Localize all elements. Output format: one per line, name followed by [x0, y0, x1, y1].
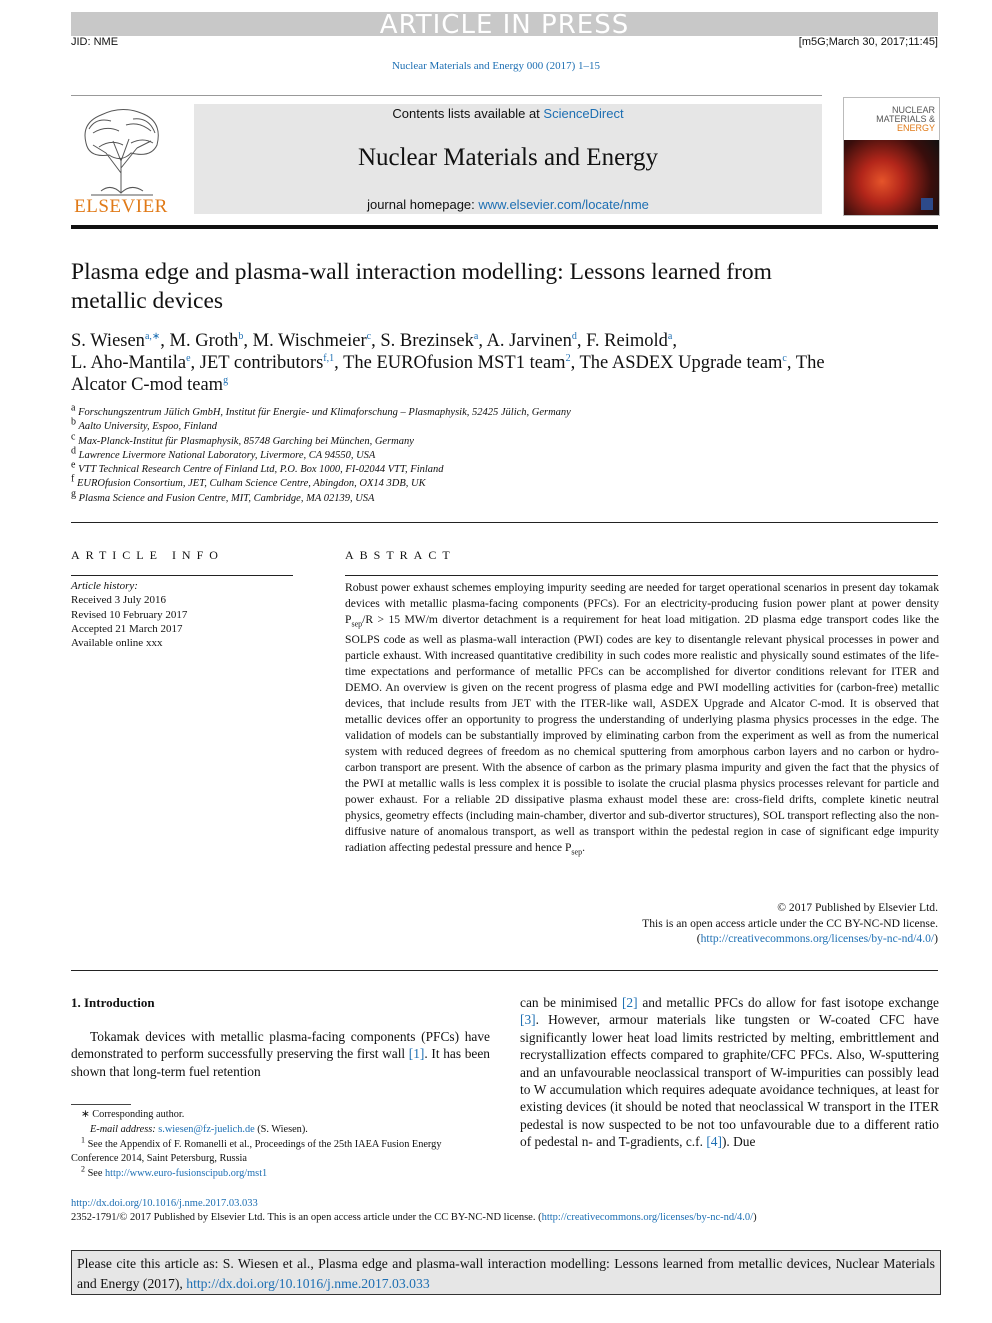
sciencedirect-link[interactable]: ScienceDirect — [543, 106, 624, 121]
intro-text: . However, armour materials like tungsten or W-coated CFC have significantly lower heat load limits restricted by melting, embrittlement and recrystallization effects compared to graphite/CFC PFCs. Also, W-sputtering and an unfavourable neoclassical transport of W-impurities can possibly lead to W accumulation which requires adequate avoidance techniques, at least for existing devices (it should be noted that neoclassical W transport in the ITER pedestal is now suspected to be not too unfavourable due to a different ratio of pedestal n- and T-gradients, c.f. — [520, 1012, 939, 1150]
footnote-text: See the Appendix of F. Romanelli et al., Proceedings of the 25th IAEA Fusion Energy Conference 2014, Saint Petersburg, Russia — [71, 1138, 442, 1165]
affiliation-sup: b — [71, 416, 76, 428]
affiliation-sup: e — [71, 459, 76, 471]
divider — [71, 575, 293, 576]
homepage-link[interactable]: www.elsevier.com/locate/nme — [478, 197, 649, 212]
footnote-2 — [71, 1164, 490, 1182]
abstract-text — [345, 580, 939, 860]
author-affil-sup[interactable]: d — [571, 330, 577, 342]
license-line: This is an open access article under the CC BY-NC-ND license. — [642, 916, 938, 930]
affiliation-text: EUROfusion Consortium, JET, Culham Science Centre, Abingdon, OX14 3DB, UK — [76, 478, 426, 490]
divider — [71, 522, 938, 523]
abstract-part: Robust power exhaust schemes employing impurity seeding are needed for target operational scenarios in present day tokamak devices with metallic plasma-facing components (PFCs). For an electricity-producing fusion power plant at power density P — [345, 581, 939, 626]
homepage-prefix: journal homepage: — [367, 197, 479, 212]
affiliation-text: Max-Planck-Institut für Plasmaphysik, 85748 Garching bei München, Germany — [78, 435, 414, 447]
affiliation — [71, 459, 571, 477]
citation-text — [77, 1254, 935, 1294]
article-title: Plasma edge and plasma-wall interaction modelling: Lessons learned from metallic devices — [71, 259, 772, 314]
abstract-heading: ABSTRACT — [345, 548, 456, 562]
issn-license-link[interactable]: http://creativecommons.org/licenses/by-nc-nd/4.0/ — [541, 1212, 754, 1223]
cover-title-line3: ENERGY — [896, 123, 935, 133]
contents-prefix: Contents lists available at — [392, 106, 544, 121]
affiliation-text: Aalto University, Espoo, Finland — [78, 421, 217, 433]
citation-link[interactable]: [3] — [520, 1012, 536, 1028]
manuscript-date: [m5G;March 30, 2017;11:45] — [798, 36, 938, 48]
issn-text-end: ) — [753, 1212, 757, 1223]
contents-line — [194, 106, 822, 121]
author: The Alcator C-mod team — [71, 353, 825, 395]
footnote-text: Corresponding author. — [92, 1109, 185, 1120]
affiliation — [71, 416, 571, 434]
cite-doi-link[interactable]: http://dx.doi.org/10.1016/j.nme.2017.03.033 — [186, 1276, 430, 1291]
license-link[interactable]: http://creativecommons.org/licenses/by-nc-nd/4.0/ — [700, 932, 935, 945]
author: The EUROfusion MST1 team — [343, 353, 566, 373]
author-affil-sup[interactable]: f,1 — [323, 352, 335, 364]
footnote-corresponding — [71, 1108, 490, 1123]
affiliation-sup: a — [71, 402, 76, 414]
affiliation — [71, 488, 571, 506]
intro-text: Tokamak devices with metallic plasma-facing components (PFCs) have demonstrated to perform successfully preserving the first wall — [71, 1029, 490, 1062]
footnote-marker: 1 — [81, 1135, 85, 1145]
mst1-link[interactable]: http://www.euro-fusionscipub.org/mst1 — [105, 1168, 268, 1180]
footnote-1 — [71, 1135, 490, 1168]
author: The ASDEX Upgrade team — [579, 353, 783, 373]
issn-line — [71, 1212, 757, 1223]
article-in-press-banner: ARTICLE IN PRESS — [71, 12, 938, 36]
homepage-line — [194, 197, 822, 212]
intro-text: and metallic PFCs do allow for fast isotope exchange — [637, 995, 940, 1010]
email-owner: (S. Wiesen). — [254, 1123, 308, 1135]
affiliation-sup: d — [71, 445, 76, 457]
issn-text: 2352-1791/© 2017 Published by Elsevier Ltd. This is an open access article under the CC BY-NC-ND license. ( — [71, 1212, 542, 1223]
author: JET contributors — [199, 353, 324, 373]
intro-text: . It has been shown that long-term fuel retention — [71, 1046, 490, 1079]
author: S. Brezinsek — [380, 331, 474, 351]
cite-text: Please cite this article as: S. Wiesen et al., Plasma edge and plasma-wall interaction modelling: Lessons learned from metallic devices, Nuclear Materials and Energy (2017), — [77, 1256, 935, 1291]
cover-title-line2: MATERIALS & — [876, 114, 935, 124]
affiliation-text: Plasma Science and Fusion Centre, MIT, Cambridge, MA 02139, USA — [78, 492, 375, 504]
footnote-marker: 2 — [81, 1164, 85, 1174]
doi-link[interactable]: http://dx.doi.org/10.1016/j.nme.2017.03.033 — [71, 1198, 258, 1209]
footnote-rule — [71, 1104, 131, 1105]
abstract-subscript: sep — [571, 846, 583, 856]
divider — [71, 970, 938, 971]
abstract-subscript: sep — [351, 619, 363, 629]
author-affil-sup[interactable]: a — [473, 330, 479, 342]
history-received: Received 3 July 2016 — [71, 594, 167, 607]
affiliation-text: Lawrence Livermore National Laboratory, Livermore, CA 94550, USA — [78, 449, 376, 461]
intro-column-2 — [520, 994, 939, 1151]
affiliation-text: VTT Technical Research Centre of Finland Ltd, P.O. Box 1000, FI-02044 VTT, Finland — [78, 464, 444, 476]
abstract-part: . — [582, 840, 585, 854]
elsevier-wordmark: ELSEVIER — [74, 196, 168, 217]
citation-box — [71, 1250, 941, 1295]
author: M. Groth — [169, 331, 239, 351]
author-list: S. Wiesen$^{a,∗}$, M. Groth$^b$, M. Wischmeier$^c$, S. Brezinsek$^a$, A. Jarvinen$^d$, F. Reimold$^a$, L. Aho-Mantila$^e$, JET contributors$^{f,1}$, The EUROfusion MST1 team$^2$, The ASDEX Upgrade team$^c$, The Alcator C-mod team$^g$ — [71, 330, 825, 395]
cover-title — [849, 106, 935, 133]
author-affil-sup[interactable]: b — [238, 330, 244, 342]
citation-link[interactable]: [4] — [706, 1134, 722, 1150]
author-affil-sup[interactable]: g — [223, 374, 229, 386]
affiliation — [71, 402, 571, 420]
abstract-copyright — [345, 900, 938, 947]
jid-label: JID: NME — [71, 36, 119, 48]
email-label: E-mail address: — [90, 1123, 159, 1135]
divider — [345, 575, 938, 576]
citation-link[interactable]: [2] — [621, 995, 638, 1010]
affiliation — [71, 445, 571, 463]
affiliation — [71, 473, 571, 491]
affiliation-sup: c — [71, 431, 76, 443]
license-link-line: (http://creativecommons.org/licenses/by-nc-nd/4.0/) — [696, 932, 938, 945]
intro-text: can be minimised — [520, 995, 622, 1010]
affiliation-sup: f — [71, 473, 75, 485]
copyright-line: © 2017 Published by Elsevier Ltd. — [777, 901, 938, 914]
affiliations — [71, 402, 571, 506]
footnotes — [71, 1108, 490, 1182]
abstract-part: /R > 15 MW/m divertor detachment is a requirement for heat load mitigation. 2D plasma edge transport codes like the SOLPS code as well as plasma-wall interaction (PWI) codes are key to disentangle relevant physical processes in power and particle exhaust. With increased quantitative credibility in such codes more realistic and physically sound estimates of the life-time expectations and performance of metallic PFCs can be accomplished for divertor conditions relevant for ITER and DEMO. An overview is given on the recent progress of plasma edge and PWI modelling activities for (carbon-free) metallic devices, that include results from JET with the ITER-like wall, ASDEX Upgrade and Alcator C-mod. It is observed that metallic devices offer an opportunity to progress the understanding of underlying plasma physics processes in the edge. The validation of models can be substantially improved by eliminating carbon from the experiment as well as from the numerical system with reduced degrees of freedom as no chemical sputtering from amorphous carbon layers and no carbon or hydro-carbon transport are present. With the absence of carbon as the primary plasma impurity and given the fact that the physics of the PWI at metallic walls is less complex it is possible to isolate the crucial plasma physics processes relevant for particle and power exhaust. For a reliable 2D dissipative plasma exhaust model these are: cross-field drifts, complete kinetic neutral physics, geometry effects (including main-chamber, divertor and sub-divertor structures), SOL transport reflecting also the non-diffusive nature of anomalous transport, as well as transport within the pedestal region in case of significant edge impurity radiation affecting pedestal pressure and hence P — [345, 612, 939, 854]
author-affil-sup[interactable]: a,∗ — [144, 330, 161, 342]
journal-cover — [843, 97, 940, 216]
intro-text: ). Due — [721, 1134, 756, 1150]
author: A. Jarvinen — [486, 331, 572, 351]
header-top-rule — [71, 95, 822, 96]
citation-link[interactable]: [1] — [408, 1046, 425, 1062]
author-affil-sup[interactable]: a — [667, 330, 673, 342]
article-info-heading: ARTICLE INFO — [71, 548, 224, 562]
author: L. Aho-Mantila — [71, 353, 187, 373]
history-revised: Revised 10 February 2017 — [71, 608, 188, 621]
affiliation-sup: g — [71, 488, 76, 500]
history-label: Article history: — [71, 580, 138, 592]
section-heading: 1. Introduction — [71, 995, 155, 1010]
author: F. Reimold — [586, 331, 668, 351]
article-history — [71, 579, 187, 650]
author-affil-sup[interactable]: e — [186, 352, 191, 364]
journal-reference-link[interactable]: Nuclear Materials and Energy 000 (2017) 1–15 — [391, 60, 601, 72]
affiliation — [71, 431, 571, 449]
author-affil-sup[interactable]: 2 — [565, 352, 571, 364]
cover-title-line1: NUCLEAR — [891, 105, 935, 115]
email-link[interactable]: s.wiesen@fz-juelich.de — [158, 1123, 255, 1135]
header-thick-rule — [71, 225, 938, 229]
cover-badge-icon — [921, 198, 933, 210]
journal-title: Nuclear Materials and Energy — [357, 144, 659, 171]
author: S. Wiesen — [71, 331, 145, 351]
author: M. Wischmeier — [252, 331, 367, 351]
footnote-marker: ∗ — [81, 1109, 90, 1120]
footnote-email — [71, 1123, 490, 1138]
author-affil-sup[interactable]: c — [366, 330, 372, 342]
history-online: Available online xxx — [71, 637, 163, 650]
history-accepted: Accepted 21 March 2017 — [71, 622, 183, 635]
footnote-text: See — [87, 1168, 106, 1180]
affiliation-text: Forschungszentrum Jülich GmbH, Institut für Energie- und Klimaforschung – Plasmaphysik, 52425 Jülich, Germany — [78, 407, 571, 418]
intro-column-1 — [71, 1028, 490, 1080]
author-affil-sup[interactable]: c — [782, 352, 787, 364]
